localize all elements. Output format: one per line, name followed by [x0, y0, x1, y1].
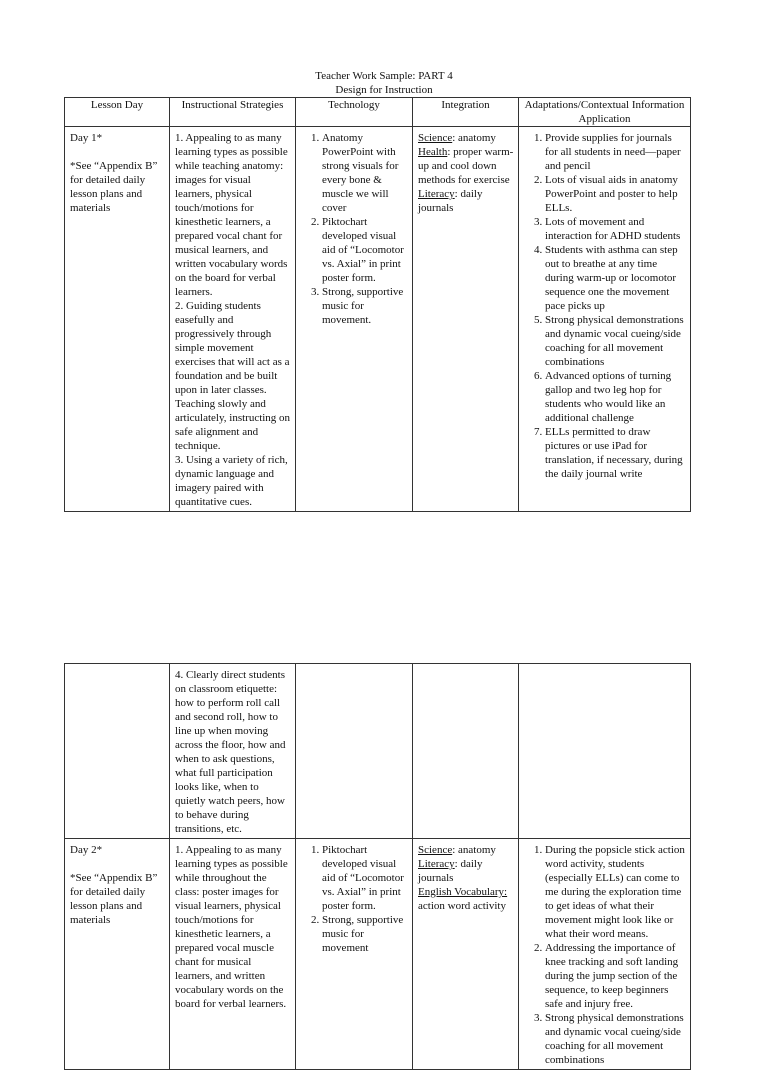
technology-item: 2. Strong, supportive music for movement — [322, 913, 408, 955]
integration-detail: : anatomy — [452, 844, 496, 856]
integration-detail: : daily journals — [418, 188, 483, 214]
integration-subject: Literacy — [418, 858, 455, 870]
integration-detail: : daily journals — [418, 858, 483, 884]
table-header-row — [65, 98, 691, 127]
day-label: Day 1* — [70, 132, 103, 144]
appendix-note: *See “Appendix B” for detailed daily lesson plans and materials — [70, 872, 158, 926]
cell-technology — [296, 127, 413, 512]
instruction-table-part-2 — [64, 663, 691, 1070]
integration-item — [418, 843, 514, 857]
integration-item — [418, 187, 514, 215]
adaptation-item: 3. Strong physical demonstrations and dynamic vocal cueing/side coaching for all movement combinations — [545, 1011, 686, 1067]
title-line-1: Teacher Work Sample: PART 4 — [315, 70, 453, 82]
strategy-item: 4. Clearly direct students on classroom etiquette: how to perform roll call and second roll, how to line up when moving across the floor, how and when to ask questions, what full participation looks like, when to quietly watch peers, how to behave during transitions, etc. — [175, 669, 286, 835]
integration-item — [418, 131, 514, 145]
strategy-item: 2. Guiding students easefully and progressively through simple movement exercises that will act as a foundation and be built upon in later classes. Teaching slowly and articulately, instructing on safe alignment and technique. — [175, 300, 291, 452]
cell-integration — [413, 839, 519, 1070]
table-row-day-1 — [65, 127, 691, 512]
cell-integration — [413, 664, 519, 839]
adaptation-item: 6. Advanced options of turning gallop and two leg hop for students who would like an additional challenge — [545, 369, 686, 425]
cell-integration — [413, 127, 519, 512]
cell-adaptations — [519, 664, 691, 839]
integration-detail: : anatomy — [452, 132, 496, 144]
technology-item: 1. Anatomy PowerPoint with strong visuals for every bone & muscle we will cover — [322, 131, 408, 215]
adaptation-item: 4. Students with asthma can step out to breathe at any time during warm-up or locomotor sequence one the movement pace picks up — [545, 243, 686, 313]
header-adaptations: Adaptations/Contextual Information Application — [519, 98, 691, 127]
table-row-continued — [65, 664, 691, 839]
integration-detail: : proper warm-up and cool down methods for exercise — [418, 146, 514, 186]
integration-item — [418, 885, 514, 913]
cell-technology — [296, 664, 413, 839]
cell-adaptations — [519, 127, 691, 512]
instruction-table-part-1 — [64, 97, 691, 512]
integration-subject: Science — [418, 132, 453, 144]
cell-lesson-day — [65, 839, 170, 1070]
header-lesson-day: Lesson Day — [65, 98, 170, 127]
adaptation-item: 7. ELLs permitted to draw pictures or use iPad for translation, if necessary, during the daily journal write — [545, 425, 686, 481]
integration-subject: Literacy — [418, 188, 455, 200]
adaptation-item: 2. Lots of visual aids in anatomy PowerPoint and poster to help ELLs. — [545, 173, 686, 215]
cell-lesson-day — [65, 664, 170, 839]
day-label: Day 2* — [70, 844, 103, 856]
technology-item: 1. Piktochart developed visual aid of “Locomotor vs. Axial” in print poster form. — [322, 843, 408, 913]
header-technology: Technology — [296, 98, 413, 127]
title-line-2: Design for Instruction — [335, 84, 433, 96]
integration-subject: English Vocabulary: — [418, 886, 508, 898]
table-row-day-2 — [65, 839, 691, 1070]
integration-detail: action word activity — [418, 900, 506, 912]
cell-strategies — [170, 127, 296, 512]
integration-subject: Health — [418, 146, 448, 158]
header-instructional-strategies: Instructional Strategies — [170, 98, 296, 127]
cell-lesson-day — [65, 127, 170, 512]
adaptation-item: 5. Strong physical demonstrations and dynamic vocal cueing/side coaching for all movement combinations — [545, 313, 686, 369]
strategy-item: 1. Appealing to as many learning types as possible while throughout the class: poster images for visual learners, physical touch/motions for kinesthetic learners, a prepared vocal muscle chant for musical learners, and written vocabulary words on the board for verbal learners. — [175, 844, 288, 1010]
integration-item — [418, 145, 514, 187]
strategy-item: 1. Appealing to as many learning types as possible while teaching anatomy: images for visual learners, physical touch/motions for kinesthetic learners, a prepared vocal chant for musical learners, and written vocabulary words on the board for verbal learners. — [175, 132, 288, 298]
adaptation-item: 3. Lots of movement and interaction for ADHD students — [545, 215, 686, 243]
adaptation-item: 1. Provide supplies for journals for all students in need—paper and pencil — [545, 131, 686, 173]
integration-item — [418, 857, 514, 885]
cell-strategies — [170, 664, 296, 839]
integration-subject: Science — [418, 844, 453, 856]
technology-item: 2. Piktochart developed visual aid of “Locomotor vs. Axial” in print poster form. — [322, 215, 408, 285]
cell-technology — [296, 839, 413, 1070]
cell-strategies — [170, 839, 296, 1070]
technology-item: 3. Strong, supportive music for movement. — [322, 285, 408, 327]
adaptation-item: 1. During the popsicle stick action word activity, students (especially ELLs) can come to me during the exploration time to get ideas of what their movement might look like or what their word means. — [545, 843, 686, 941]
cell-adaptations — [519, 839, 691, 1070]
strategy-item: 3. Using a variety of rich, dynamic language and imagery paired with quantitative cues. — [175, 454, 288, 508]
header-integration: Integration — [413, 98, 519, 127]
appendix-note: *See “Appendix B” for detailed daily lesson plans and materials — [70, 160, 158, 214]
adaptation-item: 2. Addressing the importance of knee tracking and soft landing during the jump section of the sequence, to keep beginners safe and injury free. — [545, 941, 686, 1011]
document-title — [0, 69, 768, 97]
